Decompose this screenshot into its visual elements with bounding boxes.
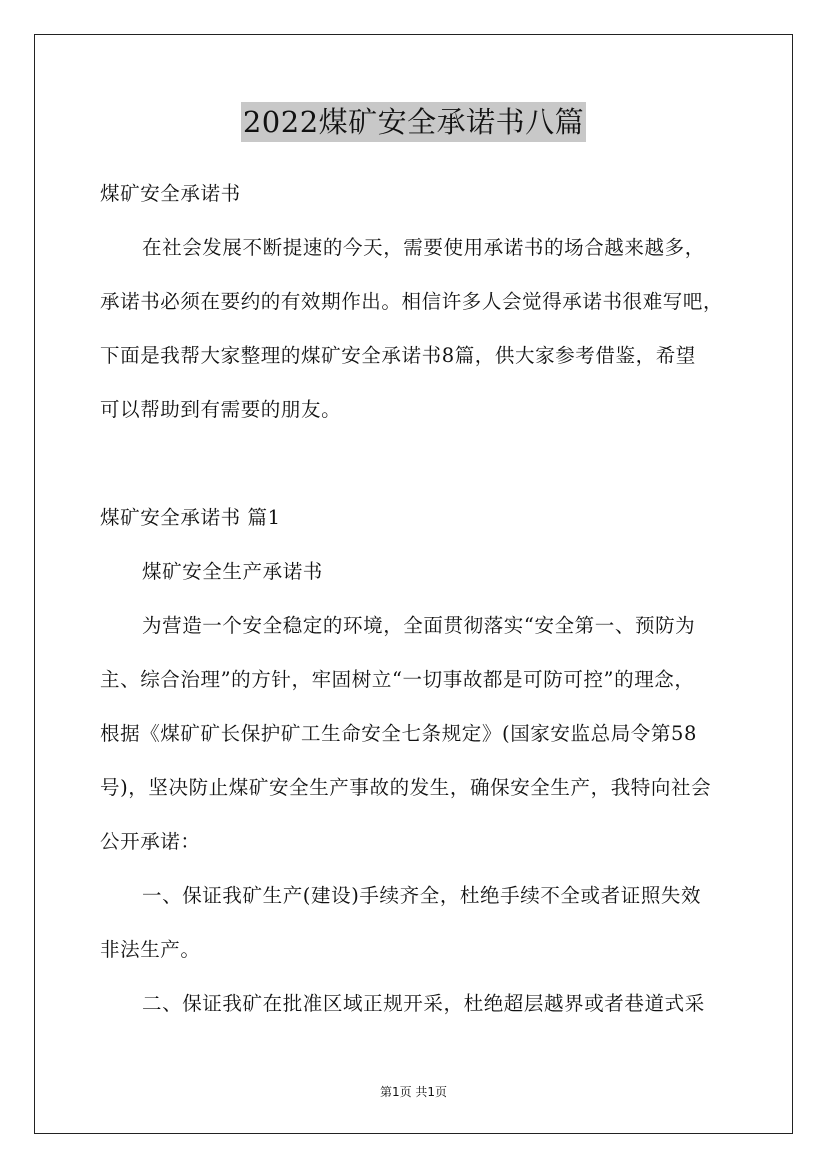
section-subtitle: 煤矿安全生产承诺书 bbox=[142, 560, 323, 583]
body-line: 根据《煤矿矿长保护矿工生命安全七条规定》(国家安监总局令第58 bbox=[100, 722, 698, 745]
page-number-label: 第1页 共1页 bbox=[379, 1085, 448, 1099]
body-line: 公开承诺： bbox=[100, 830, 201, 853]
intro-line: 可以帮助到有需要的朋友。 bbox=[100, 398, 342, 421]
title-block bbox=[0, 102, 827, 142]
page-footer bbox=[0, 1084, 827, 1100]
intro-line: 承诺书必须在要约的有效期作出。相信许多人会觉得承诺书很难写吧， bbox=[100, 290, 724, 313]
document-title: 2022煤矿安全承诺书八篇 bbox=[241, 102, 586, 142]
intro-line: 在社会发展不断提速的今天，需要使用承诺书的场合越来越多， bbox=[142, 236, 705, 259]
body-line: 一、保证我矿生产(建设)手续齐全，杜绝手续不全或者证照失效 bbox=[142, 884, 702, 907]
body-line: 号)，坚决防止煤矿安全生产事故的发生，确保安全生产，我特向社会 bbox=[100, 776, 712, 799]
body-line: 主、综合治理”的方针，牢固树立“一切事故都是可防可控”的理念， bbox=[100, 668, 695, 691]
intro-heading: 煤矿安全承诺书 bbox=[100, 182, 241, 205]
intro-line: 下面是我帮大家整理的煤矿安全承诺书8篇，供大家参考借鉴，希望 bbox=[100, 344, 696, 367]
section-heading: 煤矿安全承诺书 篇1 bbox=[100, 506, 281, 529]
body-line: 非法生产。 bbox=[100, 938, 201, 961]
body-line: 为营造一个安全稳定的环境，全面贯彻落实“安全第一、预防为 bbox=[142, 614, 696, 637]
body-line: 二、保证我矿在批准区域正规开采，杜绝超层越界或者巷道式采 bbox=[142, 992, 705, 1015]
